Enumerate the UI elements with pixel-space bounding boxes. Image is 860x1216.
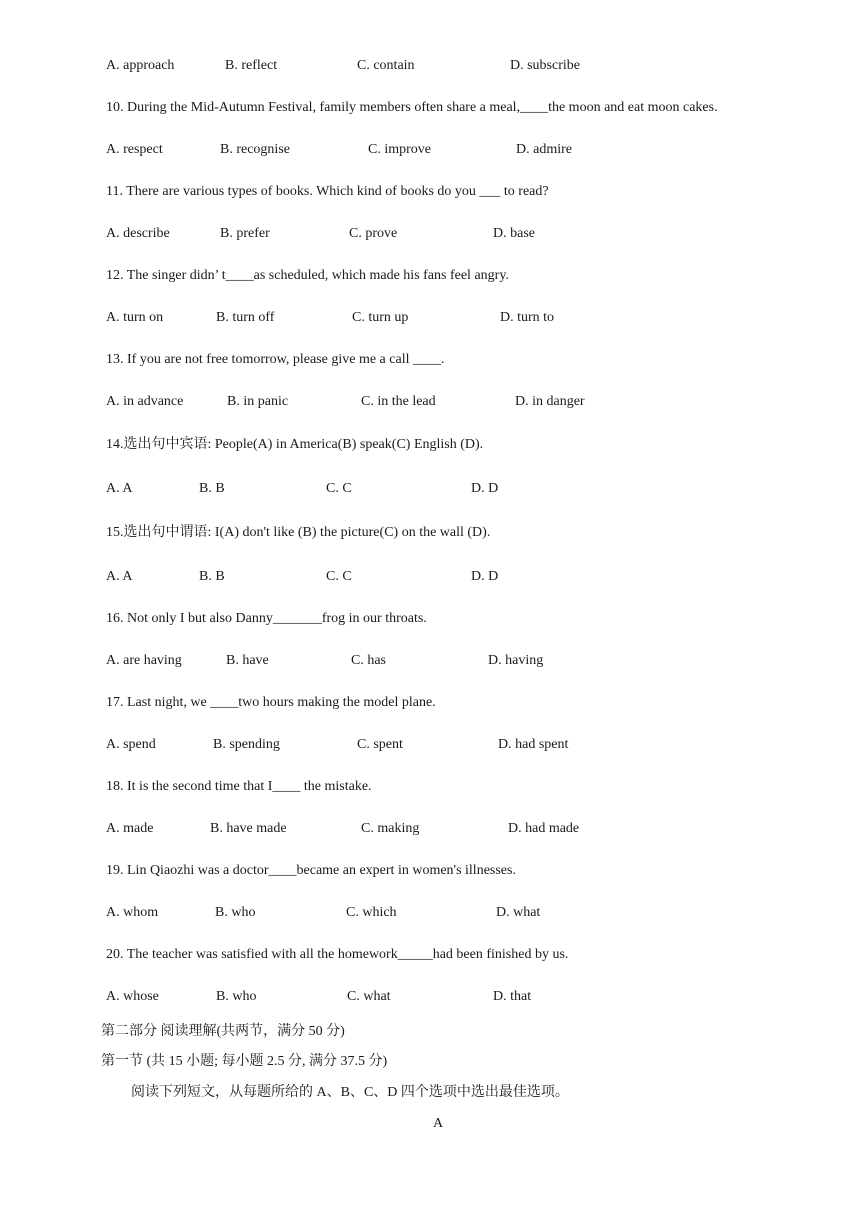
option-c: C. turn up — [352, 310, 409, 325]
question-stem: 20. The teacher was satisfied with all the homework_____had been finished by us. — [106, 947, 569, 962]
option-a: A. A — [106, 569, 133, 584]
option-a: A. describe — [106, 226, 170, 241]
part-title: 第二部分 阅读理解(共两节，满分 50 分) — [101, 1024, 345, 1039]
option-b: B. have — [226, 653, 269, 668]
option-a: A. A — [106, 481, 133, 496]
question-stem: 19. Lin Qiaozhi was a doctor____became an expert in women's illnesses. — [106, 863, 516, 878]
option-c: C. which — [346, 905, 397, 920]
option-d: D. subscribe — [510, 58, 580, 73]
option-a: A. whom — [106, 905, 159, 920]
option-d: D. admire — [516, 142, 572, 157]
option-d: D. D — [471, 481, 499, 496]
option-b: B. B — [199, 569, 225, 584]
option-a: A. whose — [106, 989, 159, 1004]
option-d: D. what — [496, 905, 541, 920]
option-d: D. base — [493, 226, 535, 241]
question-stem: 14.选出句中宾语: People(A) in America(B) speak(C) English (D). — [106, 437, 484, 452]
option-c: C. C — [326, 569, 352, 584]
question-stem: 11. There are various types of books. Which kind of books do you ___ to read? — [106, 184, 549, 199]
option-d: D. D — [471, 569, 499, 584]
option-c: C. making — [361, 821, 420, 836]
option-b: B. recognise — [220, 142, 290, 157]
question-stem: 13. If you are not free tomorrow, please give me a call ____. — [106, 352, 445, 367]
option-a: A. made — [106, 821, 154, 836]
option-b: B. who — [216, 989, 257, 1004]
question-stem: 15.选出句中谓语: I(A) don't like (B) the picture(C) on the wall (D). — [106, 525, 491, 540]
subsection-title: 第一节 (共 15 小题; 每小题 2.5 分, 满分 37.5 分) — [101, 1054, 388, 1069]
instruction-text: 阅读下列短文，从每题所给的 A、B、C、D 四个选项中选出最佳选项。 — [131, 1085, 569, 1100]
passage-label: A — [433, 1116, 444, 1131]
option-a: A. spend — [106, 737, 156, 752]
option-a: A. are having — [106, 653, 182, 668]
option-b: B. in panic — [227, 394, 289, 409]
option-b: B. turn off — [216, 310, 275, 325]
option-d: D. having — [488, 653, 544, 668]
option-d: D. that — [493, 989, 532, 1004]
option-a: A. turn on — [106, 310, 164, 325]
question-stem: 17. Last night, we ____two hours making the model plane. — [106, 695, 436, 710]
option-d: D. turn to — [500, 310, 555, 325]
option-b: B. have made — [210, 821, 287, 836]
option-c: C. in the lead — [361, 394, 436, 409]
option-b: B. B — [199, 481, 225, 496]
option-c: C. contain — [357, 58, 415, 73]
option-c: C. prove — [349, 226, 398, 241]
option-a: A. in advance — [106, 394, 184, 409]
option-b: B. who — [215, 905, 256, 920]
option-a: A. approach — [106, 58, 175, 73]
option-d: D. had made — [508, 821, 580, 836]
question-stem: 10. During the Mid-Autumn Festival, family members often share a meal,____the moon and eat moon cakes. — [106, 100, 718, 115]
question-stem: 12. The singer didn’ t____as scheduled, which made his fans feel angry. — [106, 268, 509, 283]
option-c: C. has — [351, 653, 386, 668]
question-stem: 16. Not only I but also Danny_______frog in our throats. — [106, 611, 427, 626]
option-c: C. what — [347, 989, 391, 1004]
option-b: B. prefer — [220, 226, 270, 241]
option-b: B. reflect — [225, 58, 278, 73]
option-d: D. in danger — [515, 394, 585, 409]
option-d: D. had spent — [498, 737, 569, 752]
option-c: C. improve — [368, 142, 431, 157]
option-c: C. C — [326, 481, 352, 496]
option-b: B. spending — [213, 737, 280, 752]
question-stem: 18. It is the second time that I____ the mistake. — [106, 779, 372, 794]
option-a: A. respect — [106, 142, 163, 157]
option-c: C. spent — [357, 737, 403, 752]
